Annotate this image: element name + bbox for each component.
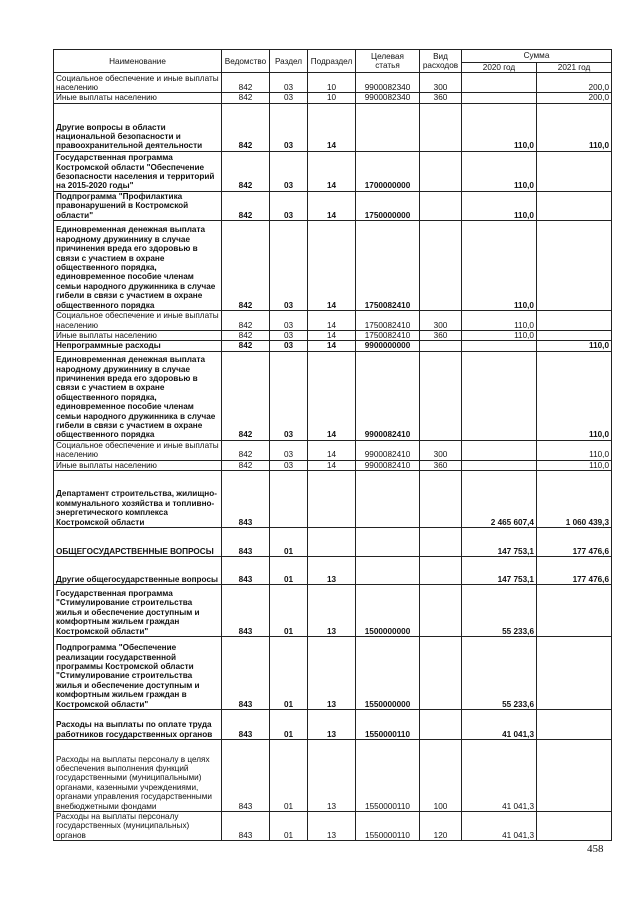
row-target-article: 9900082410 bbox=[356, 440, 420, 460]
row-name: Социальное обеспечение и иные выплаты населению bbox=[54, 311, 222, 331]
row-department: 843 bbox=[222, 585, 270, 637]
row-target-article: 9900082410 bbox=[356, 351, 420, 440]
row-amount-2021 bbox=[537, 710, 612, 740]
row-name: Иные выплаты населению bbox=[54, 460, 222, 470]
row-department: 842 bbox=[222, 440, 270, 460]
page-number: 458 bbox=[587, 843, 604, 855]
row-section: 03 bbox=[270, 331, 308, 341]
row-amount-2021 bbox=[537, 585, 612, 637]
row-subsection: 13 bbox=[308, 585, 356, 637]
row-department: 843 bbox=[222, 812, 270, 841]
row-name: Социальное обеспечение и иные выплаты населению bbox=[54, 440, 222, 460]
row-department: 843 bbox=[222, 557, 270, 585]
row-subsection: 13 bbox=[308, 740, 356, 812]
row-name: Расходы на выплаты по оплате труда работников государственных органов bbox=[54, 710, 222, 740]
row-subsection: 13 bbox=[308, 637, 356, 710]
row-target-article bbox=[356, 557, 420, 585]
row-department: 842 bbox=[222, 311, 270, 331]
table-row bbox=[54, 191, 612, 220]
row-section bbox=[270, 471, 308, 528]
row-expense-type bbox=[420, 471, 462, 528]
row-amount-2021: 110,0 bbox=[537, 341, 612, 351]
row-amount-2021 bbox=[537, 637, 612, 710]
table-row bbox=[54, 73, 612, 93]
row-expense-type: 300 bbox=[420, 73, 462, 93]
row-section: 01 bbox=[270, 812, 308, 841]
row-name: Иные выплаты населению bbox=[54, 331, 222, 341]
row-target-article: 1550000000 bbox=[356, 637, 420, 710]
row-section: 03 bbox=[270, 93, 308, 103]
table-row bbox=[54, 221, 612, 311]
row-section: 01 bbox=[270, 557, 308, 585]
table-row bbox=[54, 440, 612, 460]
row-expense-type: 300 bbox=[420, 311, 462, 331]
row-subsection: 14 bbox=[308, 460, 356, 470]
row-section: 03 bbox=[270, 151, 308, 191]
row-subsection bbox=[308, 528, 356, 557]
table-row bbox=[54, 710, 612, 740]
table-row bbox=[54, 351, 612, 440]
row-target-article: 1750082410 bbox=[356, 221, 420, 311]
row-amount-2020: 110,0 bbox=[462, 331, 537, 341]
row-expense-type: 300 bbox=[420, 440, 462, 460]
row-amount-2020: 147 753,1 bbox=[462, 528, 537, 557]
row-section: 03 bbox=[270, 221, 308, 311]
row-amount-2021: 110,0 bbox=[537, 103, 612, 151]
row-expense-type bbox=[420, 341, 462, 351]
table-row bbox=[54, 585, 612, 637]
row-target-article: 1550000110 bbox=[356, 812, 420, 841]
row-amount-2020 bbox=[462, 341, 537, 351]
row-subsection: 14 bbox=[308, 440, 356, 460]
row-section: 03 bbox=[270, 103, 308, 151]
row-department: 842 bbox=[222, 73, 270, 93]
row-department: 843 bbox=[222, 471, 270, 528]
row-amount-2020 bbox=[462, 93, 537, 103]
row-amount-2020: 147 753,1 bbox=[462, 557, 537, 585]
row-name: Расходы на выплаты персоналу в целях обеспечения выполнения функций государственными (муниципальными) органами, казенными учреждениями, органами управления государственными внебюджетными фондами bbox=[54, 740, 222, 812]
row-subsection bbox=[308, 471, 356, 528]
row-name: Другие общегосударственные вопросы bbox=[54, 557, 222, 585]
row-target-article bbox=[356, 528, 420, 557]
row-section: 03 bbox=[270, 351, 308, 440]
row-amount-2020: 2 465 607,4 bbox=[462, 471, 537, 528]
row-department: 842 bbox=[222, 151, 270, 191]
row-name: Государственная программа "Стимулирование строительства жилья и обеспечение доступным и комфортным жильем граждан Костромской области" bbox=[54, 585, 222, 637]
row-section: 01 bbox=[270, 740, 308, 812]
row-department: 843 bbox=[222, 528, 270, 557]
row-section: 01 bbox=[270, 528, 308, 557]
row-section: 03 bbox=[270, 191, 308, 220]
table-row bbox=[54, 637, 612, 710]
row-target-article: 1500000000 bbox=[356, 585, 420, 637]
header-department: Ведомство bbox=[222, 50, 270, 73]
row-expense-type bbox=[420, 585, 462, 637]
row-name: Подпрограмма "Профилактика правонарушений в Костромской области" bbox=[54, 191, 222, 220]
row-expense-type: 360 bbox=[420, 93, 462, 103]
table-row bbox=[54, 151, 612, 191]
row-name: Другие вопросы в области национальной безопасности и правоохранительной деятельности bbox=[54, 103, 222, 151]
row-subsection: 13 bbox=[308, 812, 356, 841]
table-body bbox=[54, 73, 612, 841]
row-amount-2020 bbox=[462, 351, 537, 440]
row-department: 842 bbox=[222, 331, 270, 341]
header-amount: Сумма bbox=[462, 50, 612, 63]
row-subsection: 14 bbox=[308, 341, 356, 351]
row-section: 03 bbox=[270, 440, 308, 460]
row-expense-type bbox=[420, 351, 462, 440]
row-expense-type bbox=[420, 103, 462, 151]
row-target-article bbox=[356, 471, 420, 528]
row-amount-2020 bbox=[462, 460, 537, 470]
row-target-article: 1750082410 bbox=[356, 311, 420, 331]
row-section: 01 bbox=[270, 710, 308, 740]
row-amount-2021 bbox=[537, 740, 612, 812]
row-amount-2021 bbox=[537, 812, 612, 841]
row-target-article: 9900082340 bbox=[356, 93, 420, 103]
row-section: 01 bbox=[270, 585, 308, 637]
row-amount-2021: 177 476,6 bbox=[537, 557, 612, 585]
row-amount-2020: 55 233,6 bbox=[462, 637, 537, 710]
table-row bbox=[54, 471, 612, 528]
row-name: Расходы на выплаты персоналу государственных (муниципальных) органов bbox=[54, 812, 222, 841]
header-year-2021: 2021 год bbox=[537, 63, 612, 73]
row-target-article: 9900082410 bbox=[356, 460, 420, 470]
row-department: 842 bbox=[222, 341, 270, 351]
row-expense-type: 120 bbox=[420, 812, 462, 841]
row-section: 03 bbox=[270, 341, 308, 351]
row-subsection: 10 bbox=[308, 93, 356, 103]
row-department: 842 bbox=[222, 191, 270, 220]
row-amount-2020: 41 041,3 bbox=[462, 710, 537, 740]
row-expense-type: 360 bbox=[420, 331, 462, 341]
row-subsection: 14 bbox=[308, 103, 356, 151]
row-amount-2021 bbox=[537, 331, 612, 341]
row-target-article: 9900000000 bbox=[356, 341, 420, 351]
budget-table bbox=[53, 49, 612, 841]
table-row bbox=[54, 311, 612, 331]
row-department: 842 bbox=[222, 103, 270, 151]
row-expense-type bbox=[420, 528, 462, 557]
row-target-article: 1750082410 bbox=[356, 331, 420, 341]
row-name: Непрограммные расходы bbox=[54, 341, 222, 351]
row-department: 843 bbox=[222, 637, 270, 710]
table-row bbox=[54, 740, 612, 812]
row-subsection: 10 bbox=[308, 73, 356, 93]
table-row bbox=[54, 331, 612, 341]
row-amount-2020: 110,0 bbox=[462, 151, 537, 191]
table-row bbox=[54, 812, 612, 841]
row-amount-2021: 200,0 bbox=[537, 73, 612, 93]
table-row bbox=[54, 528, 612, 557]
row-expense-type bbox=[420, 557, 462, 585]
row-amount-2021: 110,0 bbox=[537, 460, 612, 470]
row-department: 843 bbox=[222, 710, 270, 740]
row-expense-type: 100 bbox=[420, 740, 462, 812]
row-subsection: 14 bbox=[308, 191, 356, 220]
row-expense-type bbox=[420, 710, 462, 740]
row-name: Государственная программа Костромской области "Обеспечение безопасности населения и территорий на 2015-2020 годы" bbox=[54, 151, 222, 191]
row-subsection: 14 bbox=[308, 311, 356, 331]
row-department: 842 bbox=[222, 351, 270, 440]
row-section: 03 bbox=[270, 73, 308, 93]
header-name: Наименование bbox=[54, 50, 222, 73]
row-subsection: 13 bbox=[308, 710, 356, 740]
row-amount-2021: 1 060 439,3 bbox=[537, 471, 612, 528]
row-name: ОБЩЕГОСУДАРСТВЕННЫЕ ВОПРОСЫ bbox=[54, 528, 222, 557]
table-row bbox=[54, 341, 612, 351]
row-amount-2020: 55 233,6 bbox=[462, 585, 537, 637]
row-amount-2021: 110,0 bbox=[537, 440, 612, 460]
row-amount-2020: 41 041,3 bbox=[462, 740, 537, 812]
row-amount-2021 bbox=[537, 151, 612, 191]
header-target-article: Целевая статья bbox=[356, 50, 420, 73]
row-amount-2021: 177 476,6 bbox=[537, 528, 612, 557]
row-name: Единовременная денежная выплата народному дружиннику в случае причинения вреда его здоровью в связи с участием в охране общественного порядка, единовременное пособие членам семьи народного дружинника в случае гибели в связи с участием в охране общественного порядка bbox=[54, 351, 222, 440]
row-section: 03 bbox=[270, 311, 308, 331]
row-amount-2021: 110,0 bbox=[537, 351, 612, 440]
row-section: 01 bbox=[270, 637, 308, 710]
row-subsection: 14 bbox=[308, 351, 356, 440]
row-subsection: 13 bbox=[308, 557, 356, 585]
row-amount-2020 bbox=[462, 73, 537, 93]
row-amount-2020: 110,0 bbox=[462, 221, 537, 311]
row-name: Иные выплаты населению bbox=[54, 93, 222, 103]
row-department: 843 bbox=[222, 740, 270, 812]
row-name: Подпрограмма "Обеспечение реализации государственной программы Костромской области "Стимулирование строительства жилья и обеспечение доступным и комфортным жильем граждан в Костромской области" bbox=[54, 637, 222, 710]
row-subsection: 14 bbox=[308, 331, 356, 341]
row-name: Социальное обеспечение и иные выплаты населению bbox=[54, 73, 222, 93]
row-amount-2021 bbox=[537, 191, 612, 220]
row-expense-type bbox=[420, 637, 462, 710]
row-expense-type: 360 bbox=[420, 460, 462, 470]
row-target-article: 1750000000 bbox=[356, 191, 420, 220]
header-expense-type: Вид расходов bbox=[420, 50, 462, 73]
row-expense-type bbox=[420, 191, 462, 220]
row-expense-type bbox=[420, 221, 462, 311]
header-section: Раздел bbox=[270, 50, 308, 73]
table-row bbox=[54, 93, 612, 103]
row-target-article bbox=[356, 103, 420, 151]
row-amount-2020: 110,0 bbox=[462, 311, 537, 331]
row-name: Единовременная денежная выплата народному дружиннику в случае причинения вреда его здоровью в связи с участием в охране общественного порядка, единовременное пособие членам семьи народного дружинника в случае гибели в связи с участием в охране общественного порядка bbox=[54, 221, 222, 311]
row-subsection: 14 bbox=[308, 221, 356, 311]
row-name: Департамент строительства, жилищно-коммунального хозяйства и топливно-энергетического комплекса Костромской области bbox=[54, 471, 222, 528]
row-amount-2021 bbox=[537, 311, 612, 331]
row-amount-2020: 41 041,3 bbox=[462, 812, 537, 841]
row-amount-2020: 110,0 bbox=[462, 191, 537, 220]
header-year-2020: 2020 год bbox=[462, 63, 537, 73]
row-amount-2021 bbox=[537, 221, 612, 311]
row-amount-2020 bbox=[462, 440, 537, 460]
row-department: 842 bbox=[222, 460, 270, 470]
row-subsection: 14 bbox=[308, 151, 356, 191]
row-expense-type bbox=[420, 151, 462, 191]
row-amount-2021: 200,0 bbox=[537, 93, 612, 103]
row-target-article: 9900082340 bbox=[356, 73, 420, 93]
row-target-article: 1550000110 bbox=[356, 710, 420, 740]
table-row bbox=[54, 460, 612, 470]
row-target-article: 1550000110 bbox=[356, 740, 420, 812]
table-row bbox=[54, 557, 612, 585]
row-section: 03 bbox=[270, 460, 308, 470]
row-department: 842 bbox=[222, 221, 270, 311]
row-target-article: 1700000000 bbox=[356, 151, 420, 191]
row-amount-2020: 110,0 bbox=[462, 103, 537, 151]
header-subsection: Подраздел bbox=[308, 50, 356, 73]
row-department: 842 bbox=[222, 93, 270, 103]
table-row bbox=[54, 103, 612, 151]
